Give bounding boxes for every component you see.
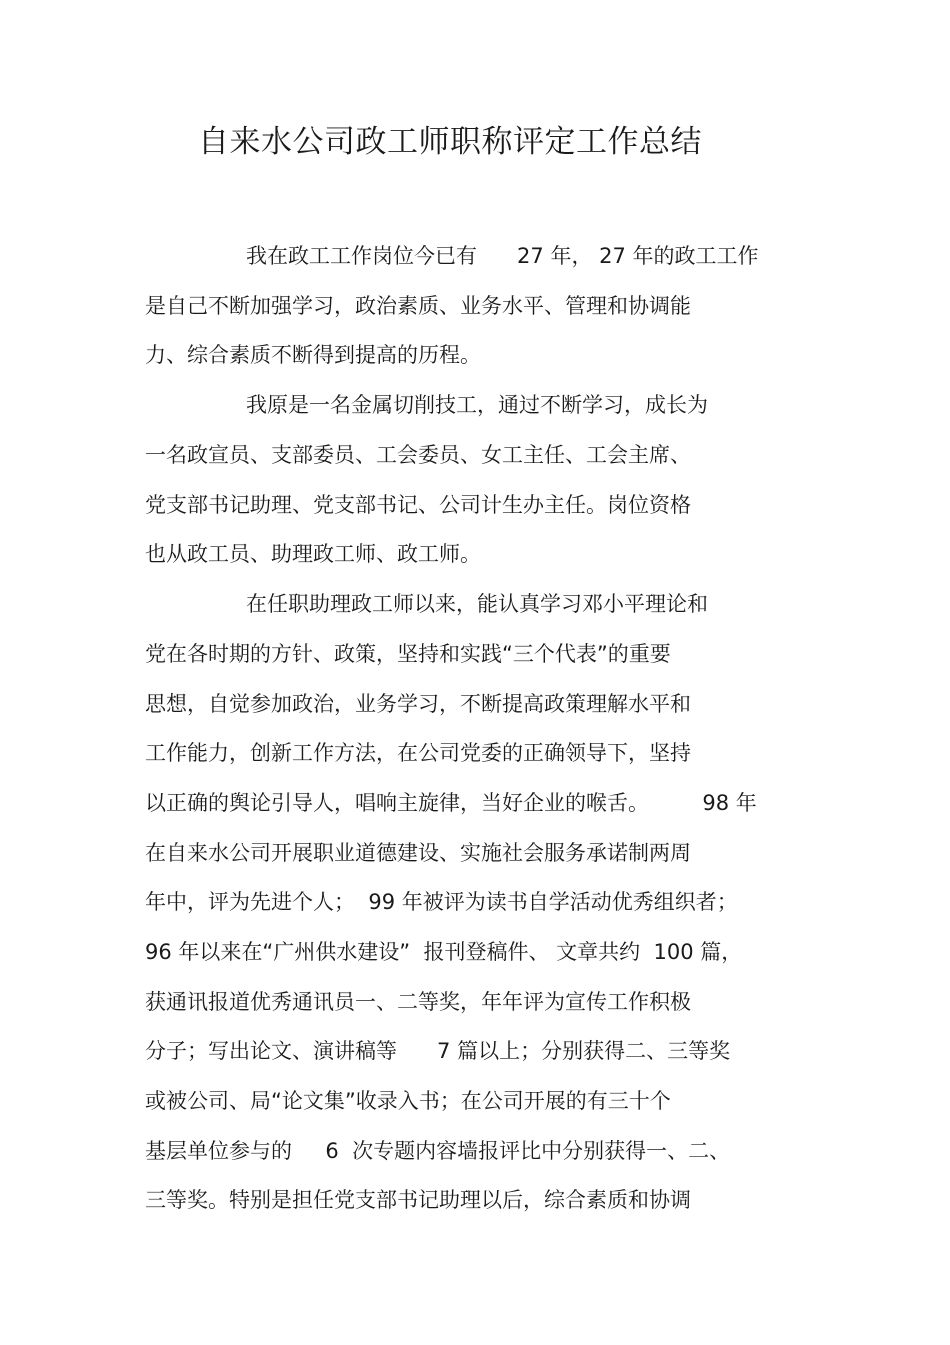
text-line: 党支部书记助理、党支部书记、公司计生办主任。岗位资格	[145, 493, 691, 517]
text-line: 分子；写出论文、演讲稿等 7 篇以上；分别获得二、三等奖	[145, 1039, 731, 1063]
text-line: 我原是一名金属切削技工，通过不断学习，成长为	[246, 393, 708, 417]
document-title: 自来水公司政工师职称评定工作总结	[198, 124, 702, 160]
text-line: 三等奖。特别是担任党支部书记助理以后，综合素质和协调	[145, 1188, 691, 1212]
text-line: 以正确的舆论引导人，唱响主旋律，当好企业的喉舌。 98 年	[145, 791, 757, 815]
text-line: 基层单位参与的 6 次专题内容墙报评比中分别获得一、二、	[145, 1139, 731, 1163]
text-line: 或被公司、局“论文集”收录入书；在公司开展的有三十个	[145, 1089, 671, 1113]
text-line: 在自来水公司开展职业道德建设、实施社会服务承诺制两周	[145, 841, 691, 865]
text-line: 力、综合素质不断得到提高的历程。	[145, 343, 481, 367]
text-line: 获通讯报道优秀通讯员一、二等奖，年年评为宣传工作积极	[145, 990, 691, 1014]
text-line: 党在各时期的方针、政策，坚持和实践“三个代表”的重要	[145, 642, 671, 666]
text-line: 一名政宣员、支部委员、工会委员、女工主任、工会主席、	[145, 443, 691, 467]
text-line: 在任职助理政工师以来，能认真学习邓小平理论和	[246, 592, 708, 616]
text-line: 工作能力，创新工作方法，在公司党委的正确领导下，坚持	[145, 741, 691, 765]
text-line: 思想，自觉参加政治，业务学习，不断提高政策理解水平和	[145, 692, 691, 716]
text-line: 年中，评为先进个人； 99 年被评为读书自学活动优秀组织者；	[145, 890, 738, 914]
text-line: 是自己不断加强学习，政治素质、业务水平、管理和协调能	[145, 294, 691, 318]
text-line: 96 年以来在“广州供水建设” 报刊登稿件、 文章共约 100 篇，	[145, 940, 743, 964]
text-line: 我在政工工作岗位今已有 27 年， 27 年的政工工作	[246, 244, 759, 268]
text-line: 也从政工员、助理政工师、政工师。	[145, 542, 481, 566]
